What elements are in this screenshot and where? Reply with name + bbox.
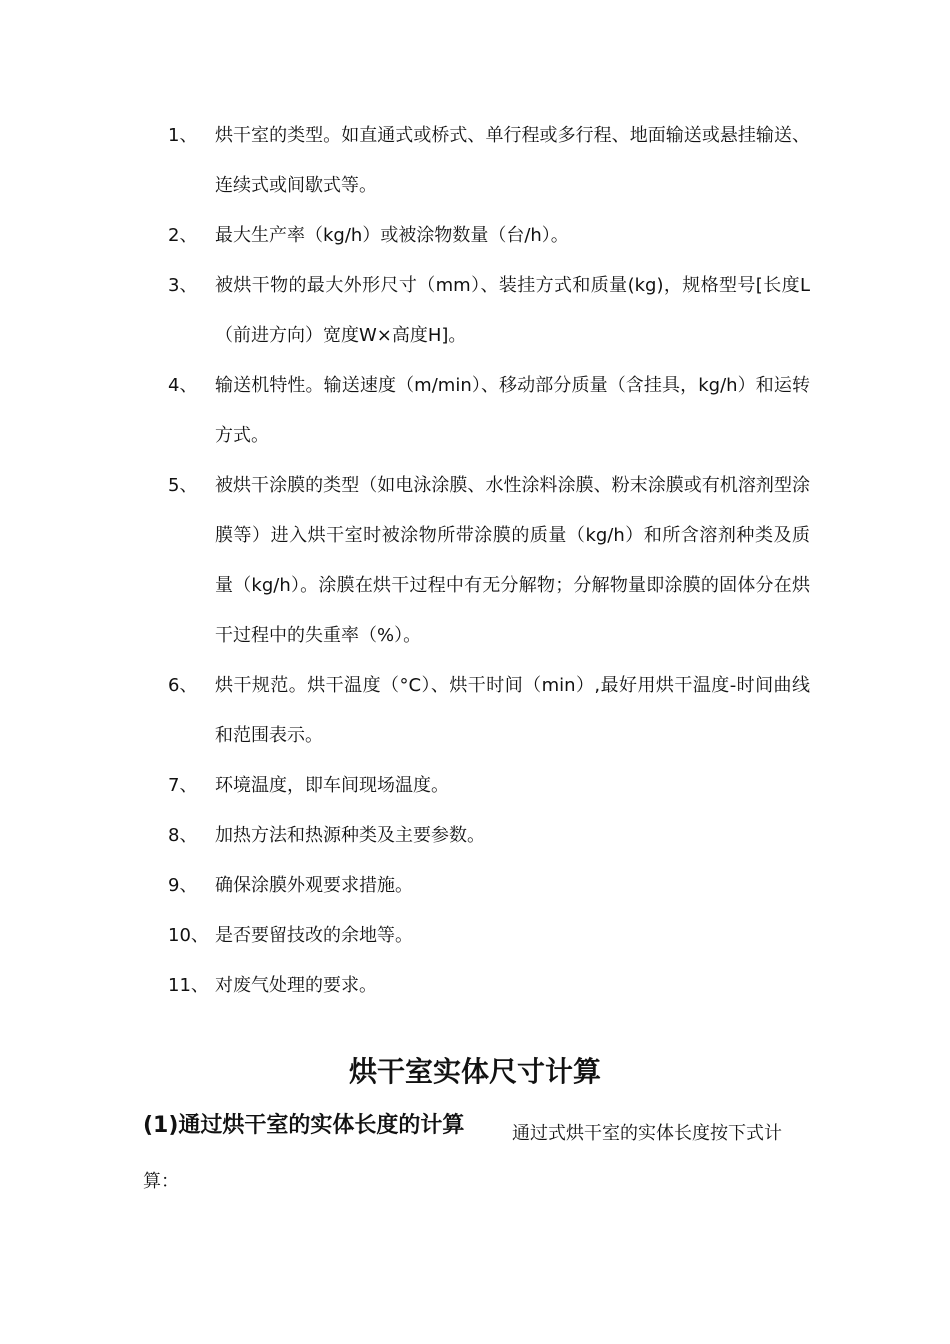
item-text: 加热方法和热源种类及主要参数。 <box>215 825 485 846</box>
item-text: 被烘干物的最大外形尺寸（mm）、装挂方式和质量(kg)，规格型号[长度L（前进方向）宽度W×高度H]。 <box>215 275 810 346</box>
item-text: 被烘干涂膜的类型（如电泳涂膜、水性涂料涂膜、粉末涂膜或有机溶剂型涂膜等）进入烘干室时被涂物所带涂膜的质量（kg/h）和所含溶剂种类及质量（kg/h）。涂膜在烘干过程中有无分解物；分解物量即涂膜的固体分在烘干过程中的失重率（%）。 <box>215 475 810 646</box>
item-number: 4、 <box>168 375 198 396</box>
list-item <box>168 911 810 961</box>
item-number: 3、 <box>168 275 198 296</box>
list-item <box>168 761 810 811</box>
list-item <box>168 811 810 861</box>
list-item <box>168 861 810 911</box>
item-text: 环境温度，即车间现场温度。 <box>215 775 449 796</box>
item-text: 烘干室的类型。如直通式或桥式、单行程或多行程、地面输送或悬挂输送、连续式或间歇式等。 <box>215 125 810 196</box>
item-text: 烘干规范。烘干温度（°C）、烘干时间（min）,最好用烘干温度-时间曲线和范围表示。 <box>215 675 810 746</box>
subsection-text: 通过式烘干室的实体长度按下式计 <box>512 1123 782 1144</box>
section-title: 烘干室实体尺寸计算 <box>348 1055 601 1088</box>
item-number: 2、 <box>168 225 198 246</box>
item-text: 输送机特性。输送速度（m/min）、移动部分质量（含挂具，kg/h）和运转方式。 <box>215 375 810 446</box>
item-number: 6、 <box>168 675 198 696</box>
item-number: 11、 <box>168 975 209 996</box>
item-number: 1、 <box>168 125 198 146</box>
list-item <box>168 261 810 361</box>
requirements-list <box>168 111 810 1011</box>
list-item <box>168 211 810 261</box>
list-item <box>168 461 810 661</box>
item-number: 10、 <box>168 925 209 946</box>
item-text: 是否要留技改的余地等。 <box>215 925 413 946</box>
subsection-heading: (1)通过烘干室的实体长度的计算 <box>143 1113 465 1138</box>
list-item <box>168 361 810 461</box>
list-item <box>168 961 810 1011</box>
item-number: 7、 <box>168 775 198 796</box>
list-item <box>168 111 810 211</box>
item-text: 最大生产率（kg/h）或被涂物数量（台/h）。 <box>215 225 569 246</box>
item-number: 8、 <box>168 825 198 846</box>
item-number: 9、 <box>168 875 198 896</box>
list-item <box>168 661 810 761</box>
item-text: 对废气处理的要求。 <box>215 975 377 996</box>
item-number: 5、 <box>168 475 198 496</box>
subsection-text-continued: 算： <box>143 1171 179 1192</box>
item-text: 确保涂膜外观要求措施。 <box>215 875 413 896</box>
